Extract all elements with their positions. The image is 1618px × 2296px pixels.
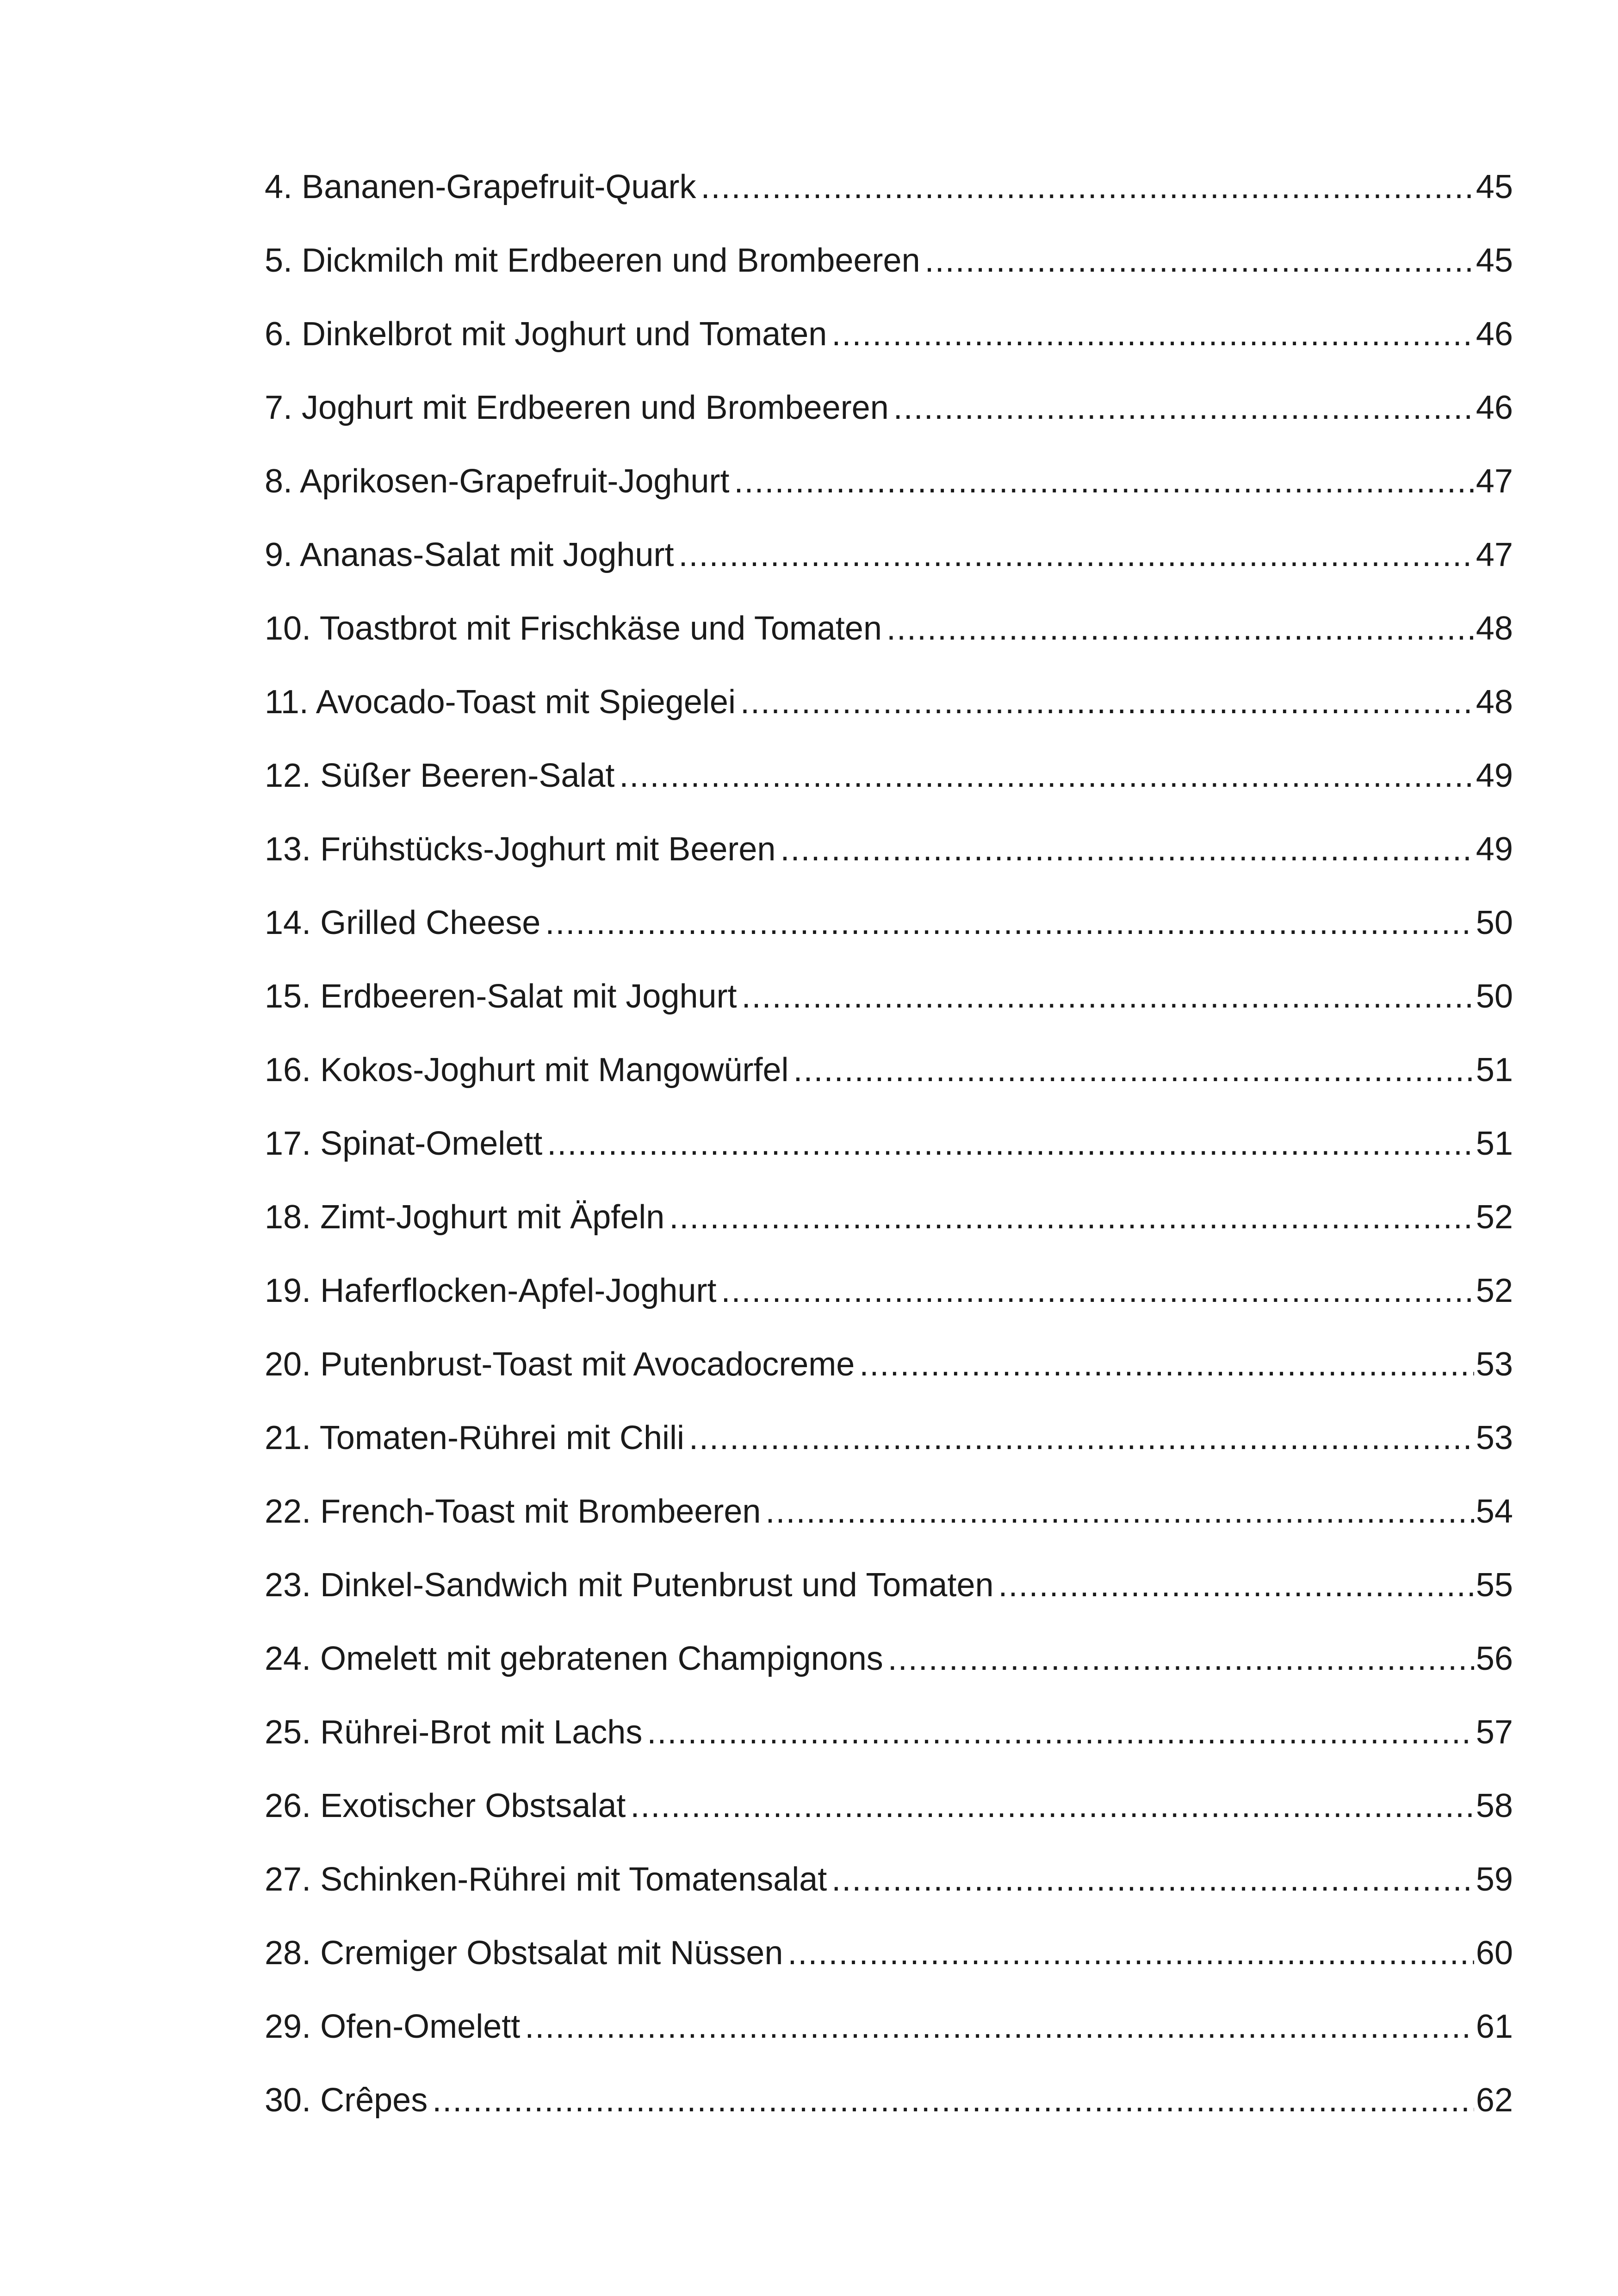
toc-entry-page-number: 53: [1475, 1346, 1513, 1383]
toc-entry[interactable]: [265, 2010, 1513, 2084]
toc-entry[interactable]: [265, 1716, 1513, 1789]
toc-entry-title: 24. Omelett mit gebratenen Champignons: [265, 1640, 883, 1677]
toc-entry[interactable]: [265, 1495, 1513, 1568]
toc-entry[interactable]: [265, 1789, 1513, 1863]
toc-entry-page-number: 46: [1475, 389, 1513, 426]
toc-entry-page-number: 61: [1475, 2008, 1513, 2045]
toc-entry-page-number: 57: [1475, 1714, 1513, 1751]
toc-entry-page-number: 51: [1475, 1125, 1513, 1162]
toc-entry-page-number: 45: [1475, 168, 1513, 205]
dot-leader: [619, 759, 1474, 792]
toc-entry-title: 30. Crêpes: [265, 2082, 428, 2119]
toc-entry-title: 29. Ofen-Omelett: [265, 2008, 521, 2045]
toc-entry[interactable]: [265, 1053, 1513, 1127]
toc-entry-title: 10. Toastbrot mit Frischkäse und Tomaten: [265, 610, 882, 647]
dot-leader: [679, 538, 1474, 572]
toc-entry-page-number: 52: [1475, 1199, 1513, 1236]
toc-entry[interactable]: [265, 1642, 1513, 1716]
toc-entry[interactable]: [265, 170, 1513, 244]
dot-leader: [689, 1421, 1474, 1455]
dot-leader: [831, 317, 1474, 351]
toc-entry-page-number: 56: [1475, 1640, 1513, 1677]
toc-entry-page-number: 58: [1475, 1787, 1513, 1824]
dot-leader: [701, 170, 1474, 204]
toc-entry[interactable]: [265, 612, 1513, 685]
toc-entry-title: 23. Dinkel-Sandwich mit Putenbrust und Tomaten: [265, 1567, 994, 1604]
toc-entry-title: 21. Tomaten-Rührei mit Chili: [265, 1419, 685, 1456]
toc-entry-title: 26. Exotischer Obstsalat: [265, 1787, 626, 1824]
toc-entry-page-number: 49: [1475, 757, 1513, 794]
toc-entry-page-number: 53: [1475, 1419, 1513, 1456]
table-of-contents: [265, 170, 1513, 2157]
toc-entry-title: 27. Schinken-Rührei mit Tomatensalat: [265, 1861, 827, 1898]
dot-leader: [432, 2084, 1474, 2117]
toc-entry-page-number: 47: [1475, 536, 1513, 573]
toc-entry[interactable]: [265, 317, 1513, 391]
toc-entry-title: 16. Kokos-Joghurt mit Mangowürfel: [265, 1052, 789, 1089]
toc-entry-title: 28. Cremiger Obstsalat mit Nüssen: [265, 1935, 783, 1972]
toc-entry[interactable]: [265, 759, 1513, 833]
dot-leader: [831, 1863, 1474, 1896]
dot-leader: [893, 391, 1474, 424]
toc-entry-title: 7. Joghurt mit Erdbeeren und Brombeeren: [265, 389, 889, 426]
dot-leader: [925, 244, 1474, 277]
toc-entry-title: 11. Avocado-Toast mit Spiegelei: [265, 684, 736, 721]
dot-leader: [740, 685, 1474, 719]
toc-entry[interactable]: [265, 1568, 1513, 1642]
toc-entry-page-number: 55: [1475, 1567, 1513, 1604]
toc-entry-title: 5. Dickmilch mit Erdbeeren und Brombeeren: [265, 242, 920, 279]
dot-leader: [525, 2010, 1474, 2043]
dot-leader: [545, 906, 1474, 940]
toc-entry[interactable]: [265, 244, 1513, 317]
toc-entry[interactable]: [265, 1274, 1513, 1348]
toc-entry-page-number: 48: [1475, 684, 1513, 721]
toc-entry-title: 18. Zimt-Joghurt mit Äpfeln: [265, 1199, 665, 1236]
dot-leader: [547, 1127, 1474, 1160]
toc-entry-page-number: 47: [1475, 463, 1513, 500]
toc-entry-title: 22. French-Toast mit Brombeeren: [265, 1493, 761, 1530]
toc-entry[interactable]: [265, 2084, 1513, 2157]
toc-entry[interactable]: [265, 980, 1513, 1053]
dot-leader: [886, 612, 1474, 645]
dot-leader: [647, 1716, 1474, 1749]
toc-entry-page-number: 50: [1475, 904, 1513, 941]
toc-entry-page-number: 52: [1475, 1272, 1513, 1309]
dot-leader: [794, 1053, 1474, 1087]
toc-entry-page-number: 50: [1475, 978, 1513, 1015]
toc-entry[interactable]: [265, 1863, 1513, 1936]
dot-leader: [859, 1348, 1474, 1381]
toc-entry[interactable]: [265, 391, 1513, 465]
toc-entry-title: 9. Ananas-Salat mit Joghurt: [265, 536, 674, 573]
toc-entry[interactable]: [265, 538, 1513, 612]
dot-leader: [780, 833, 1474, 866]
toc-entry-title: 12. Süßer Beeren-Salat: [265, 757, 615, 794]
toc-entry-page-number: 45: [1475, 242, 1513, 279]
toc-entry-page-number: 59: [1475, 1861, 1513, 1898]
dot-leader: [669, 1201, 1474, 1234]
toc-entry-title: 13. Frühstücks-Joghurt mit Beeren: [265, 831, 776, 868]
toc-entry-page-number: 62: [1475, 2082, 1513, 2119]
toc-entry-page-number: 49: [1475, 831, 1513, 868]
dot-leader: [765, 1495, 1474, 1528]
toc-entry-page-number: 54: [1475, 1493, 1513, 1530]
toc-entry-title: 15. Erdbeeren-Salat mit Joghurt: [265, 978, 737, 1015]
toc-entry[interactable]: [265, 1936, 1513, 2010]
toc-entry[interactable]: [265, 1127, 1513, 1201]
dot-leader: [721, 1274, 1474, 1307]
toc-entry-title: 14. Grilled Cheese: [265, 904, 541, 941]
toc-entry-title: 17. Spinat-Omelett: [265, 1125, 543, 1162]
toc-entry-title: 6. Dinkelbrot mit Joghurt und Tomaten: [265, 316, 827, 353]
toc-entry[interactable]: [265, 685, 1513, 759]
dot-leader: [888, 1642, 1474, 1675]
toc-entry-title: 19. Haferflocken-Apfel-Joghurt: [265, 1272, 717, 1309]
toc-entry-page-number: 60: [1475, 1935, 1513, 1972]
toc-entry[interactable]: [265, 465, 1513, 538]
toc-entry-title: 25. Rührei-Brot mit Lachs: [265, 1714, 643, 1751]
dot-leader: [734, 465, 1474, 498]
dot-leader: [787, 1936, 1474, 1970]
dot-leader: [998, 1568, 1474, 1602]
toc-entry-page-number: 48: [1475, 610, 1513, 647]
toc-entry[interactable]: [265, 1201, 1513, 1274]
dot-leader: [742, 980, 1474, 1013]
toc-entry[interactable]: [265, 906, 1513, 980]
toc-entry-title: 8. Aprikosen-Grapefruit-Joghurt: [265, 463, 730, 500]
toc-entry-title: 4. Bananen-Grapefruit-Quark: [265, 168, 696, 205]
toc-entry-title: 20. Putenbrust-Toast mit Avocadocreme: [265, 1346, 855, 1383]
toc-entry-page-number: 51: [1475, 1052, 1513, 1089]
toc-entry-page-number: 46: [1475, 316, 1513, 353]
toc-entry[interactable]: [265, 1348, 1513, 1421]
toc-entry[interactable]: [265, 1421, 1513, 1495]
dot-leader: [630, 1789, 1474, 1823]
toc-entry[interactable]: [265, 833, 1513, 906]
